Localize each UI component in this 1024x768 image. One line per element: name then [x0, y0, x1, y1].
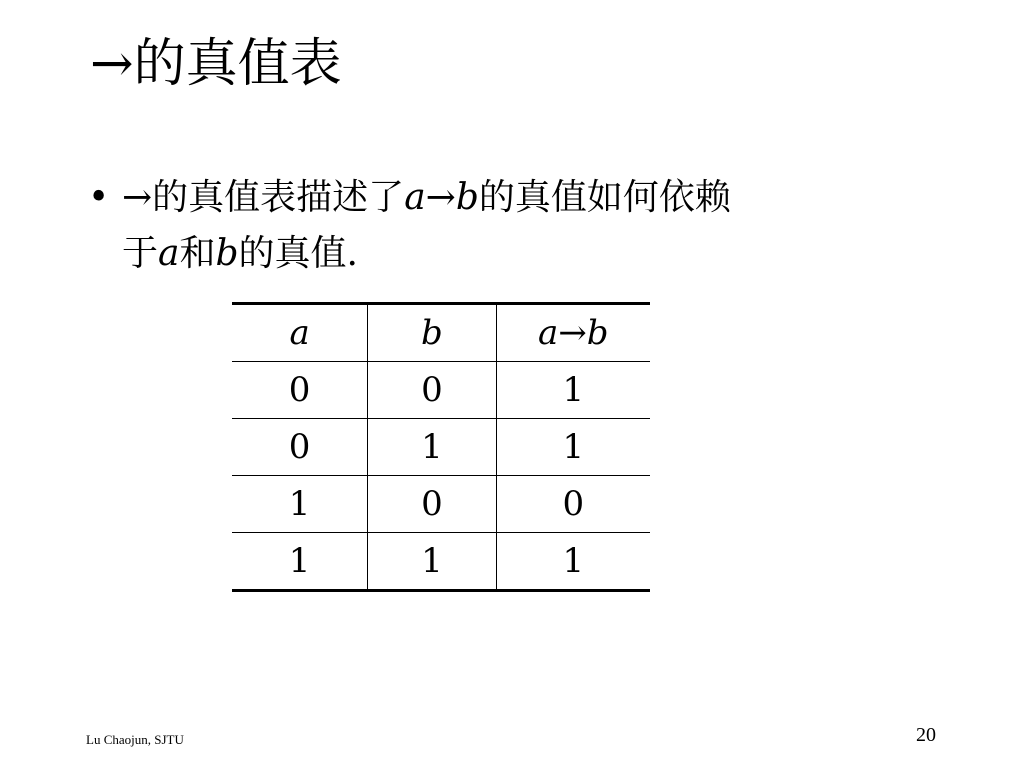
variable-a: a — [158, 233, 180, 274]
header-a-implies-b — [496, 304, 650, 362]
text-segment: 的真值如何依赖 — [478, 177, 731, 218]
cell-a-implies-b: 1 — [562, 541, 585, 581]
arrow-symbol: → — [425, 177, 456, 218]
variable-b: b — [215, 233, 239, 274]
bullet-line-1 — [122, 170, 928, 226]
header-var-a: a — [537, 313, 559, 353]
header-arrow-symbol: → — [558, 313, 587, 353]
table-row — [232, 419, 650, 476]
cell-b: 1 — [368, 419, 496, 476]
arrow-symbol: → — [122, 177, 153, 218]
header-a: a — [232, 304, 368, 362]
cell-a-implies-b: 1 — [496, 362, 650, 419]
title-arrow-symbol: → — [90, 34, 134, 94]
cell-b: 0 — [368, 476, 496, 533]
text-segment: 于 — [122, 233, 159, 274]
slide-title — [90, 28, 342, 100]
title-text: 的真值表 — [133, 34, 342, 94]
cell-a: 1 — [232, 476, 368, 533]
cell-a: 0 — [232, 419, 368, 476]
text-segment: 的真值表描述了 — [152, 177, 405, 218]
table-row — [232, 533, 650, 591]
bullet-dot-icon: • — [88, 177, 110, 218]
variable-a: a — [404, 177, 426, 218]
cell-a-implies-b: 0 — [496, 476, 650, 533]
cell-a: 0 — [232, 362, 368, 419]
table-header-row — [232, 304, 650, 362]
header-var-b: b — [586, 313, 609, 353]
cell-a-implies-b: 1 — [496, 419, 650, 476]
variable-b: b — [455, 177, 479, 218]
bullet-text — [122, 170, 928, 282]
table-row — [232, 476, 650, 533]
page-number: 20 — [916, 724, 936, 746]
cell-a: 1 — [232, 533, 368, 591]
bullet-point — [88, 170, 928, 282]
footer-author: Lu Chaojun, SJTU — [86, 732, 184, 747]
text-segment: 和 — [179, 233, 216, 274]
text-segment: 的真值. — [238, 233, 358, 274]
cell-b: 1 — [368, 533, 496, 591]
bullet-line-2 — [122, 226, 928, 282]
cell-b: 0 — [368, 362, 496, 419]
header-b: b — [368, 304, 496, 362]
truth-table — [232, 302, 650, 592]
table-row — [232, 362, 650, 419]
